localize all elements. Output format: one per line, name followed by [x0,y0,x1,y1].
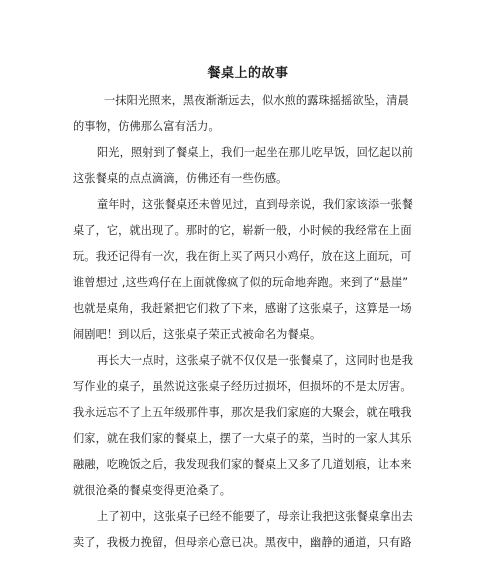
paragraph-line: 谁曾想过 ,这些鸡仔在上面就像疯了似的玩命地奔跑。来到了“悬崖” [73,276,409,289]
paragraph-line: 一抹阳光照来，黑夜渐渐远去，似水煎的露珠摇摇欲坠，清晨 [104,94,409,107]
paragraph-line: 上了初中，这张桌子已经不能要了，母亲让我把这张餐桌拿出去 [97,510,414,523]
paragraph-line: 们家，就在我们家的餐桌上，摆了一大桌子的菜，当时的一家人其乐 [73,432,412,445]
paragraph-line: 童年时，这张餐桌还未曾见过，直到母亲说，我们家该添一张餐 [97,198,414,211]
paragraph-line: 卖了，我极力挽留，但母亲心意已决。黑夜中，幽静的通道，只有路 [73,536,412,549]
paragraph-line: 闹剧吧！到以后，这张桌子荣正式被命名为餐桌。 [73,328,322,341]
paragraph-line: 的事物，仿佛那么富有活力。 [73,120,220,133]
paragraph-line: 阳光，照射到了餐桌上，我们一起坐在那儿吃早饭，回忆起以前 [97,146,414,159]
paragraph-line: 这张餐桌的点点滴滴，仿佛还有一些伤感。 [73,172,288,185]
paragraph-line: 玩。我还记得有一次，我在街上买了两只小鸡仔，放在这上面玩，可 [73,250,412,263]
paragraph-line: 我永远忘不了上五年级那件事，那次是我们家庭的大聚会，就在哦我 [73,406,412,419]
paragraph-line: 桌了，它，就出现了。那时的它，崭新一般，小时候的我经常在上面 [73,224,412,237]
paragraph-line: 再长大一点时，这张桌子就不仅仅是一张餐桌了，这同时也是我 [97,354,414,367]
paragraph-line: 写作业的桌子，虽然说这张桌子经历过损坏，但损坏的不是太厉害。 [73,380,412,393]
document-title: 餐桌上的故事 [207,66,289,81]
paragraph-line: 融融，吃晚饭之后，我发现我们家的餐桌上又多了几道划痕，让本来 [73,458,412,471]
paragraph-line: 也就是桌角，我赶紧把它们救了下来，感谢了这张桌子，这算是一场 [73,302,412,315]
paragraph-line: 就很沧桑的餐桌变得更沧桑了。 [73,484,232,497]
